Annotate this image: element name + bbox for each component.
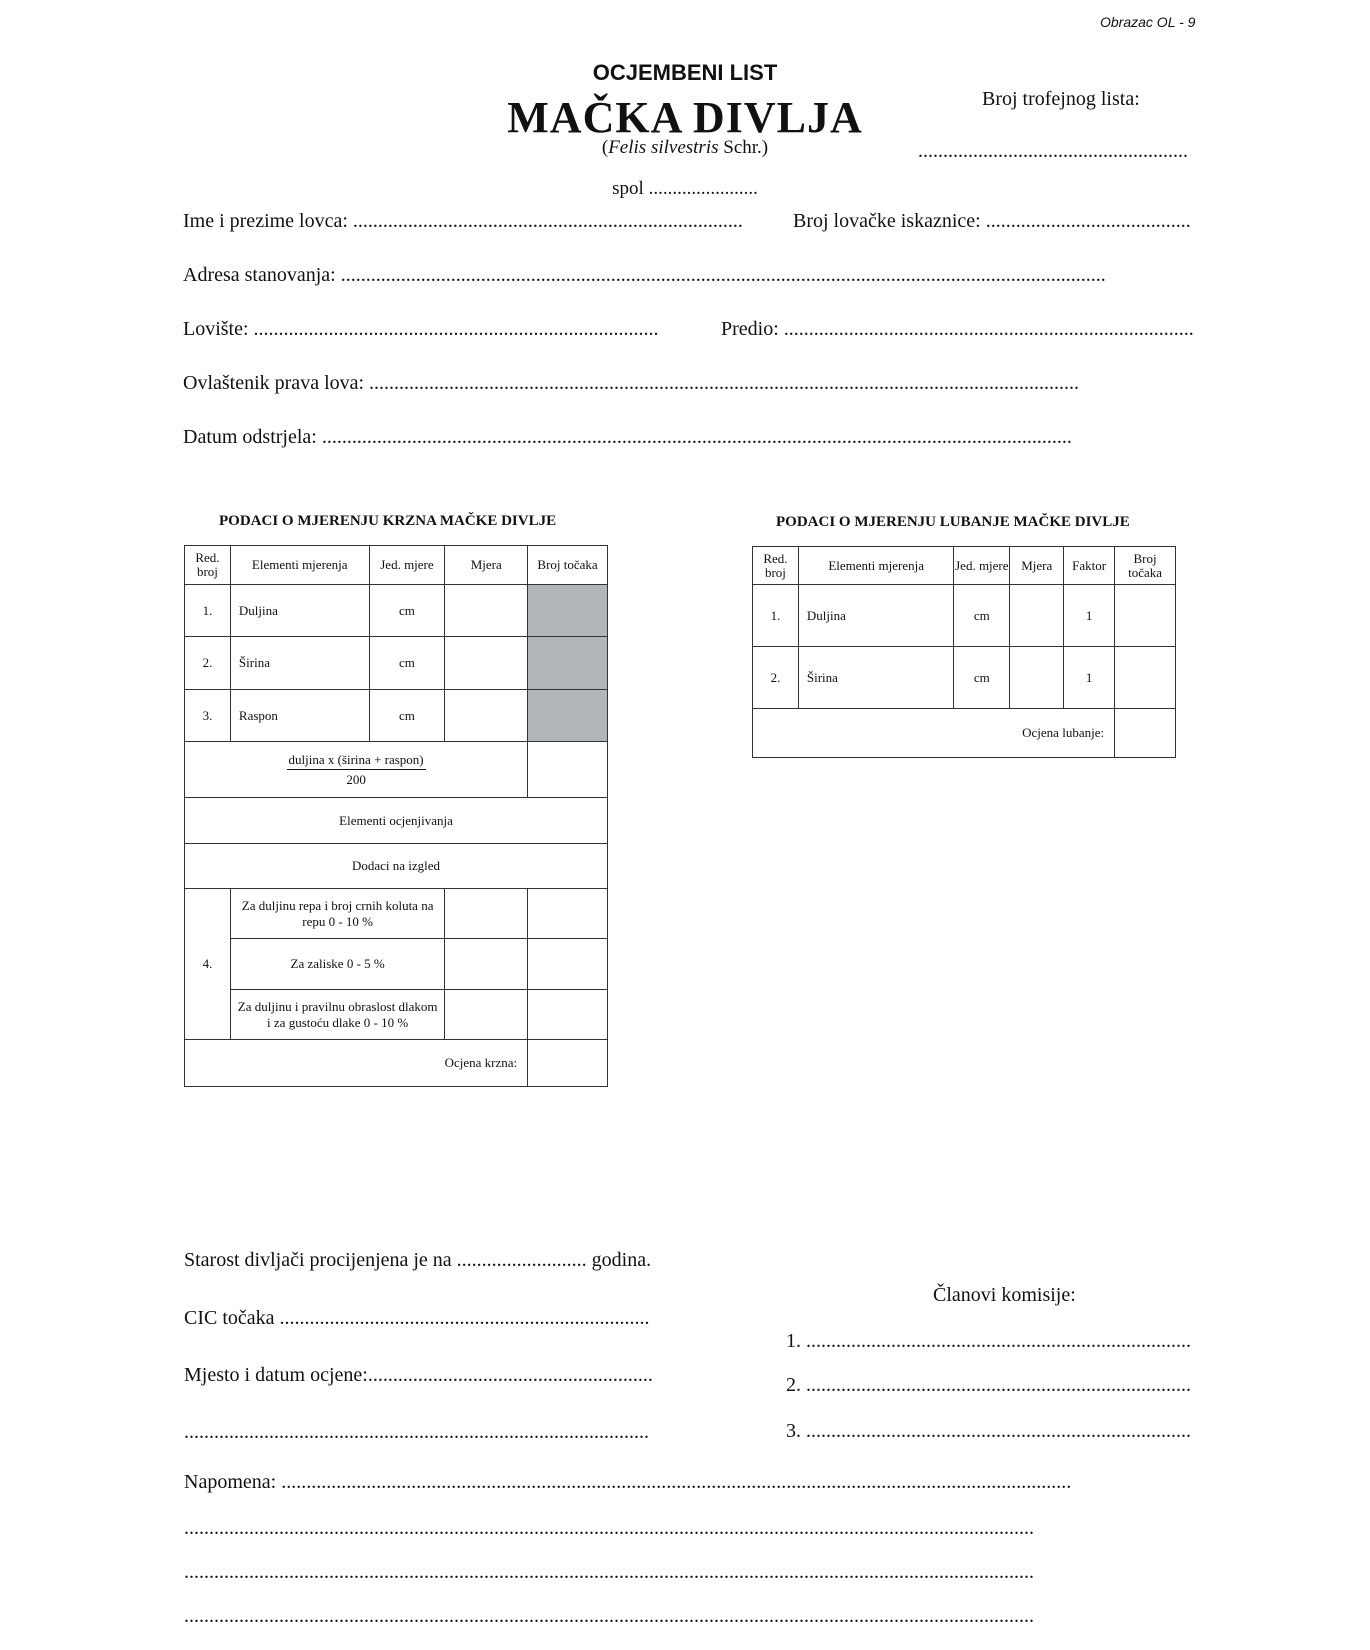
measurement-value-cell[interactable] bbox=[445, 690, 528, 742]
bonus-points-cell[interactable] bbox=[528, 939, 608, 990]
place-date-field[interactable]: Mjesto i datum ocjene:......................................................... bbox=[184, 1364, 653, 1386]
bonus-points-cell[interactable] bbox=[528, 889, 608, 939]
age-estimate-field[interactable]: Starost divljači procijenjena je na .......................... godina. bbox=[184, 1249, 652, 1271]
header-cell: Red. broj bbox=[185, 546, 231, 585]
rights-holder-field[interactable]: Ovlaštenik prava lova: .............................................................................................................................................. bbox=[183, 372, 1080, 394]
form-title: OCJEMBENI LIST bbox=[592, 60, 778, 85]
measurement-element: Širina bbox=[230, 637, 369, 690]
header-cell: Faktor bbox=[1064, 547, 1115, 585]
shaded-points-cell bbox=[528, 585, 608, 637]
form-code: Obrazac OL - 9 bbox=[1100, 14, 1196, 30]
factor-value: 1 bbox=[1064, 647, 1115, 709]
sex-field[interactable]: spol ....................... bbox=[612, 178, 758, 199]
commission-member-field[interactable]: 2. ............................................................................. bbox=[786, 1374, 1191, 1396]
bonus-points-cell[interactable] bbox=[528, 990, 608, 1040]
skull-measurement-table bbox=[752, 546, 1176, 758]
measurement-value-cell[interactable] bbox=[1010, 585, 1064, 647]
header-cell: Mjera bbox=[1010, 547, 1064, 585]
formula-numerator: duljina x (širina + raspon) bbox=[287, 752, 426, 770]
header-cell: Elementi mjerenja bbox=[798, 547, 954, 585]
measurement-unit: cm bbox=[954, 585, 1010, 647]
measurement-unit: cm bbox=[369, 585, 445, 637]
bonus-criterion: Za duljinu i pravilnu obraslost dlakom i za gustoću dlake 0 - 10 % bbox=[230, 990, 444, 1040]
measurement-unit: cm bbox=[369, 690, 445, 742]
place-date-continuation-field[interactable]: ............................................................................................. bbox=[184, 1421, 649, 1443]
header-cell: Elementi mjerenja bbox=[230, 546, 369, 585]
row-number: 2. bbox=[185, 637, 231, 690]
note-line-field[interactable]: .......................................................................................................................................................................... bbox=[184, 1517, 1034, 1539]
cic-points-field[interactable]: CIC točaka .......................................................................... bbox=[184, 1307, 650, 1329]
measurement-value-cell[interactable] bbox=[1010, 647, 1064, 709]
formula-points-cell[interactable] bbox=[528, 742, 608, 798]
header-cell: Jed. mjere bbox=[954, 547, 1010, 585]
fur-measurement-table bbox=[184, 545, 608, 1087]
hunting-ground-field[interactable]: Lovište: ................................................................................. bbox=[183, 318, 659, 340]
table-row bbox=[185, 585, 608, 637]
table-row bbox=[185, 690, 608, 742]
skull-score-cell[interactable] bbox=[1115, 709, 1176, 758]
header-cell: Broj točaka bbox=[1115, 547, 1176, 585]
header-cell: Jed. mjere bbox=[369, 546, 445, 585]
fur-table-title: PODACI O MJERENJU KRZNA MAČKE DIVLJE bbox=[219, 513, 557, 529]
area-field[interactable]: Predio: .................................................................................. bbox=[721, 318, 1194, 340]
shot-date-field[interactable]: Datum odstrjela: ...................................................................................................................................................... bbox=[183, 426, 1072, 448]
measurement-element: Raspon bbox=[230, 690, 369, 742]
points-cell[interactable] bbox=[1115, 585, 1176, 647]
table-row bbox=[753, 585, 1176, 647]
row-number: 2. bbox=[753, 647, 799, 709]
header-cell: Red. broj bbox=[753, 547, 799, 585]
bonus-value-cell[interactable] bbox=[445, 889, 528, 939]
appearance-bonus-label: Dodaci na izgled bbox=[185, 844, 608, 889]
hunter-name-field[interactable]: Ime i prezime lovca: .............................................................................. bbox=[183, 210, 743, 232]
bonus-criterion: Za duljinu repa i broj crnih koluta na repu 0 - 10 % bbox=[230, 889, 444, 939]
trophy-number-label: Broj trofejnog lista: bbox=[982, 88, 1140, 110]
measurement-unit: cm bbox=[954, 647, 1010, 709]
points-cell[interactable] bbox=[1115, 647, 1176, 709]
table-row bbox=[185, 637, 608, 690]
commission-title: Članovi komisije: bbox=[933, 1284, 1076, 1306]
shaded-points-cell bbox=[528, 690, 608, 742]
row-number: 4. bbox=[185, 889, 231, 1040]
bonus-value-cell[interactable] bbox=[445, 939, 528, 990]
note-line-field[interactable]: .......................................................................................................................................................................... bbox=[184, 1561, 1034, 1583]
license-number-field[interactable]: Broj lovačke iskaznice: ......................................... bbox=[793, 210, 1191, 232]
header-cell: Mjera bbox=[445, 546, 528, 585]
row-number: 1. bbox=[185, 585, 231, 637]
trophy-number-field[interactable]: ...................................................... bbox=[918, 140, 1188, 162]
fur-score-cell[interactable] bbox=[528, 1040, 608, 1087]
measurement-value-cell[interactable] bbox=[445, 637, 528, 690]
factor-value: 1 bbox=[1064, 585, 1115, 647]
scoring-elements-label: Elementi ocjenjivanja bbox=[185, 798, 608, 844]
measurement-element: Duljina bbox=[230, 585, 369, 637]
fur-score-label: Ocjena krzna: bbox=[185, 1040, 528, 1087]
shaded-points-cell bbox=[528, 637, 608, 690]
measurement-element: Duljina bbox=[798, 585, 954, 647]
commission-member-field[interactable]: 3. ............................................................................. bbox=[786, 1420, 1191, 1442]
species-title: MAČKA DIVLJA bbox=[507, 93, 863, 142]
note-line-field[interactable]: .......................................................................................................................................................................... bbox=[184, 1605, 1034, 1627]
latin-author: Schr.) bbox=[718, 137, 769, 158]
formula-denominator: 200 bbox=[346, 771, 366, 787]
row-number: 1. bbox=[753, 585, 799, 647]
measurement-unit: cm bbox=[369, 637, 445, 690]
measurement-value-cell[interactable] bbox=[445, 585, 528, 637]
latin-open: ( bbox=[601, 137, 609, 158]
commission-member-field[interactable]: 1. ............................................................................. bbox=[786, 1330, 1191, 1352]
note-field[interactable]: Napomena: .............................................................................................................................................................. bbox=[184, 1471, 1072, 1493]
bonus-criterion: Za zaliske 0 - 5 % bbox=[230, 939, 444, 990]
skull-score-label: Ocjena lubanje: bbox=[753, 709, 1115, 758]
latin-name: Felis silvestris bbox=[608, 137, 719, 158]
row-number: 3. bbox=[185, 690, 231, 742]
formula-cell bbox=[185, 742, 528, 798]
header-cell: Broj točaka bbox=[528, 546, 608, 585]
address-field[interactable]: Adresa stanovanja: ......................................................................................................................................................... bbox=[183, 264, 1106, 286]
skull-table-title: PODACI O MJERENJU LUBANJE MAČKE DIVLJE bbox=[776, 514, 1130, 530]
measurement-element: Širina bbox=[798, 647, 954, 709]
table-row bbox=[753, 647, 1176, 709]
bonus-value-cell[interactable] bbox=[445, 990, 528, 1040]
